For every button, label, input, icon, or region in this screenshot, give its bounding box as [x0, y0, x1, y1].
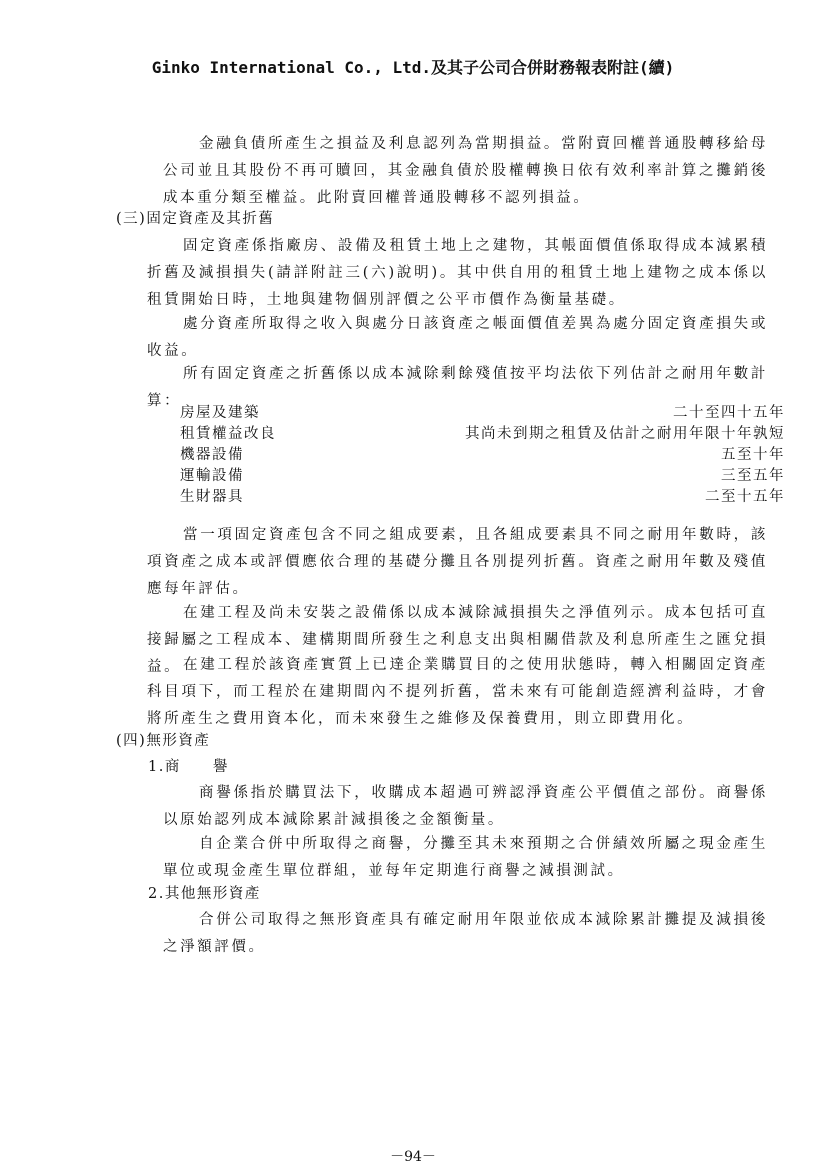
useful-life-years: 二至十五年 — [705, 489, 785, 505]
subheading-goodwill: 1.商 譽 — [148, 759, 229, 775]
useful-life-row — [180, 403, 785, 424]
page-number: －94－ — [390, 1149, 436, 1165]
useful-life-row — [180, 466, 785, 487]
useful-life-item: 運輸設備 — [180, 468, 244, 484]
paragraph-other-intangibles: 合併公司取得之無形資產具有確定耐用年限並依成本減除累計攤提及減損後之淨額評價。 — [163, 912, 768, 955]
useful-life-years: 二十至四十五年 — [673, 405, 785, 421]
paragraph-construction-in-progress: 在建工程及尚未安裝之設備係以成本減除減損損失之淨值列示。成本包括可直接歸屬之工程成本、建構期間所發生之利息支出與相關借款及利息所產生之匯兌損益。 — [147, 605, 768, 675]
page-header: Ginko International Co., Ltd.及其子公司合併財務報表附註(續) — [151, 58, 675, 77]
useful-life-row — [180, 424, 785, 445]
useful-life-table — [180, 403, 785, 508]
useful-life-item: 生財器具 — [180, 489, 244, 505]
useful-life-row — [180, 487, 785, 508]
useful-life-item: 房屋及建築 — [180, 405, 260, 421]
useful-life-years: 五至十年 — [721, 447, 785, 463]
paragraph-fixed-assets-definition: 固定資產係指廠房、設備及租賃土地上之建物，其帳面價值係取得成本減累積折舊及減損損失(請詳附註三(六)說明)。其中供自用的租賃土地上建物之成本係以租賃開始日時，土地與建物個別評價之公平市價作為衡量基礎。 — [147, 238, 768, 308]
useful-life-row — [180, 445, 785, 466]
paragraph-disposal-gain-loss: 處分資產所取得之收入與處分日該資產之帳面價值差異為處分固定資產損失或收益。 — [147, 316, 768, 359]
useful-life-years: 三至五年 — [721, 468, 785, 484]
useful-life-item: 租賃權益改良 — [180, 426, 276, 442]
useful-life-item: 機器設備 — [180, 447, 244, 463]
section-heading-intangible-assets: (四)無形資產 — [116, 733, 211, 749]
section-heading-fixed-assets: (三)固定資產及其折舊 — [116, 211, 275, 227]
paragraph-component-depreciation: 當一項固定資產包含不同之組成要素，且各組成要素具不同之耐用年數時，該項資產之成本或評價應依合理的基礎分攤且各別提列折舊。資產之耐用年數及殘值應每年評估。 — [147, 527, 768, 597]
paragraph-depreciation-method: 所有固定資產之折舊係以成本減除剩餘殘值按平均法依下列估計之耐用年數計算： — [147, 366, 768, 409]
paragraph-goodwill-impairment: 自企業合併中所取得之商譽，分攤至其未來預期之合併績效所屬之現金產生單位或現金產生單位群組，並每年定期進行商譽之減損測試。 — [163, 836, 768, 879]
paragraph-goodwill-definition: 商譽係指於購買法下，收購成本超過可辨認淨資產公平價值之部份。商譽係以原始認列成本減除累計減損後之金額衡量。 — [163, 785, 768, 828]
paragraph-construction-transfer: 在建工程於該資產實質上已達企業購買目的之使用狀態時，轉入相關固定資產科目項下，而工程於在建期間內不提列折舊，當未來有可能創造經濟利益時，才會將所產生之費用資本化，而未來發生之維修及保養費用，則立即費用化。 — [147, 657, 768, 727]
subheading-other-intangibles: 2.其他無形資產 — [148, 886, 261, 902]
paragraph-financial-liability: 金融負債所產生之損益及利息認列為當期損益。當附賣回權普通股轉移給母公司並且其股份不再可贖回，其金融負債於股權轉換日依有效利率計算之攤銷後成本重分類至權益。此附賣回權普通股轉移不認列損益。 — [163, 136, 768, 206]
useful-life-years: 其尚未到期之租賃及估計之耐用年限十年孰短 — [465, 426, 785, 442]
